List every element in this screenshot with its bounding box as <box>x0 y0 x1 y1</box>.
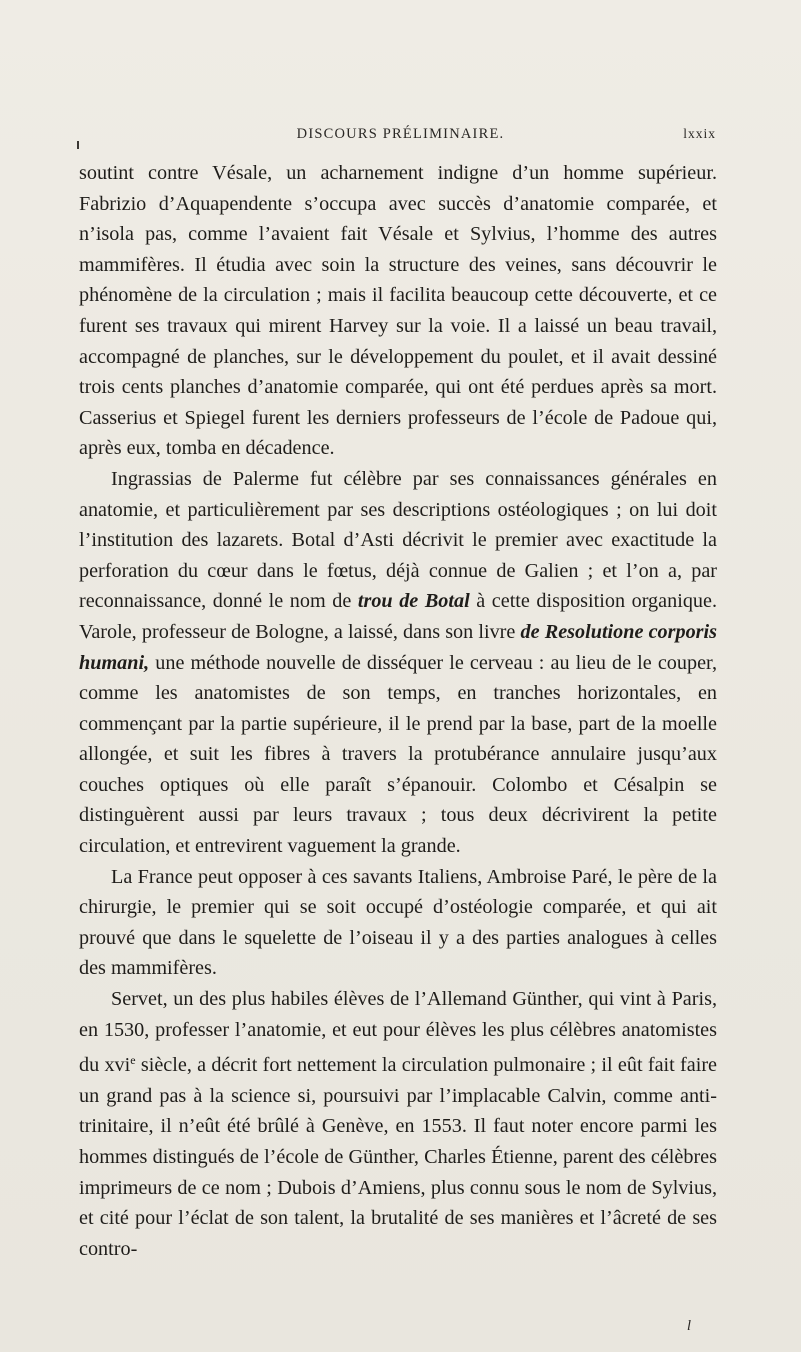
paragraph-2-text-a: Ingrassias de Palerme fut célèbre par ses connaissances générales en anatomie, et particulièrement par ses descriptions ostéologiques ; on lui doit l’institution des lazarets. Botal d’Asti décrivit le premier avec exactitude la perforation du cœur dans le fœtus, déjà connue de Galien ; et l’on a, par reconnaissance, donné le nom de <box>79 467 717 613</box>
paragraph-4-text-a: Servet, un des plus habiles élèves de l’Allemand Günther, qui vint à Paris, en 1530, professer l’anatomie, et eut pour élèves les plus célèbres anatomistes du xvi <box>79 988 717 1077</box>
paragraph-2-text-c: une méthode nouvelle de disséquer le cerveau : au lieu de le couper, comme les anatomistes de son temps, en tranches horizontales, en commençant par la partie supérieure, il le prend par la base, part de la moelle allongée, et suit les fibres à travers la protubérance annulaire jusqu’aux couches optiques où elle paraît s’épanouir. Colombo et Césalpin se distinguèrent aussi par leurs travaux ; tous deux décrivirent la petite circulation, et entrevirent vaguement la grande. <box>79 651 718 858</box>
paragraph-2-text-b: à cette disposition organique. Varole, professeur de Bologne, a laissé, dans son livre <box>79 590 718 643</box>
paragraph-2 <box>79 464 717 862</box>
paragraph-1 <box>79 158 717 464</box>
paragraph-3 <box>79 862 717 984</box>
paragraph-4-text-b: siècle, a décrit fort nettement la circulation pulmonaire ; il eût fait faire un grand pas à la science si, poursuivi par l’implacable Calvin, comme anti-trinitaire, il n’eût été brûlé à Genève, en 1553. Il faut noter encore parmi les hommes distingués de l’école de Günther, Charles Étienne, parent des célèbres imprimeurs de ce nom ; Dubois d’Amiens, plus connu sous le nom de Sylvius, et cité pour l’éclat de son talent, la brutalité de ses manières et l’âcreté de ses contro- <box>79 1054 718 1260</box>
running-head <box>0 126 801 150</box>
signature-mark: l <box>686 1318 691 1334</box>
running-title: DISCOURS PRÉLIMINAIRE. <box>296 126 505 142</box>
paragraph-3-text: La France peut opposer à ces savants Italiens, Ambroise Paré, le père de la chirurgie, le premier qui se soit occupé d’ostéologie comparée, et qui ait prouvé que dans le squelette de l’oiseau il y a des parties analogues à celles des mammifères. <box>79 865 717 980</box>
century-superscript: e <box>130 1053 136 1068</box>
page-number: lxxix <box>683 126 716 141</box>
paragraph-4 <box>79 984 717 1264</box>
print-mark <box>77 141 79 149</box>
term-trou-de-botal: trou de Botal <box>357 590 470 613</box>
body-text <box>79 158 717 1264</box>
paragraph-1-text: soutint contre Vésale, un acharnement indigne d’un homme supérieur. Fabrizio d’Aquapendente s’occupa avec succès d’anatomie comparée, et n’isola pas, comme l’avaient fait Vésale et Sylvius, l’homme des autres mammifères. Il étudia avec soin la structure des veines, sans découvrir le phénomène de la circulation ; mais il facilita beaucoup cette découverte, et ce furent ses travaux qui mirent Harvey sur la voie. Il a laissé un beau travail, accompagné de planches, sur le développement du poulet, et il avait dessiné trois cents planches d’anatomie comparée, qui ont été perdues après sa mort. Casserius et Spiegel furent les derniers professeurs de l’école de Padoue qui, après eux, tomba en décadence. <box>79 162 717 460</box>
book-title-varole: de Resolutione corporis humani, <box>79 620 718 674</box>
